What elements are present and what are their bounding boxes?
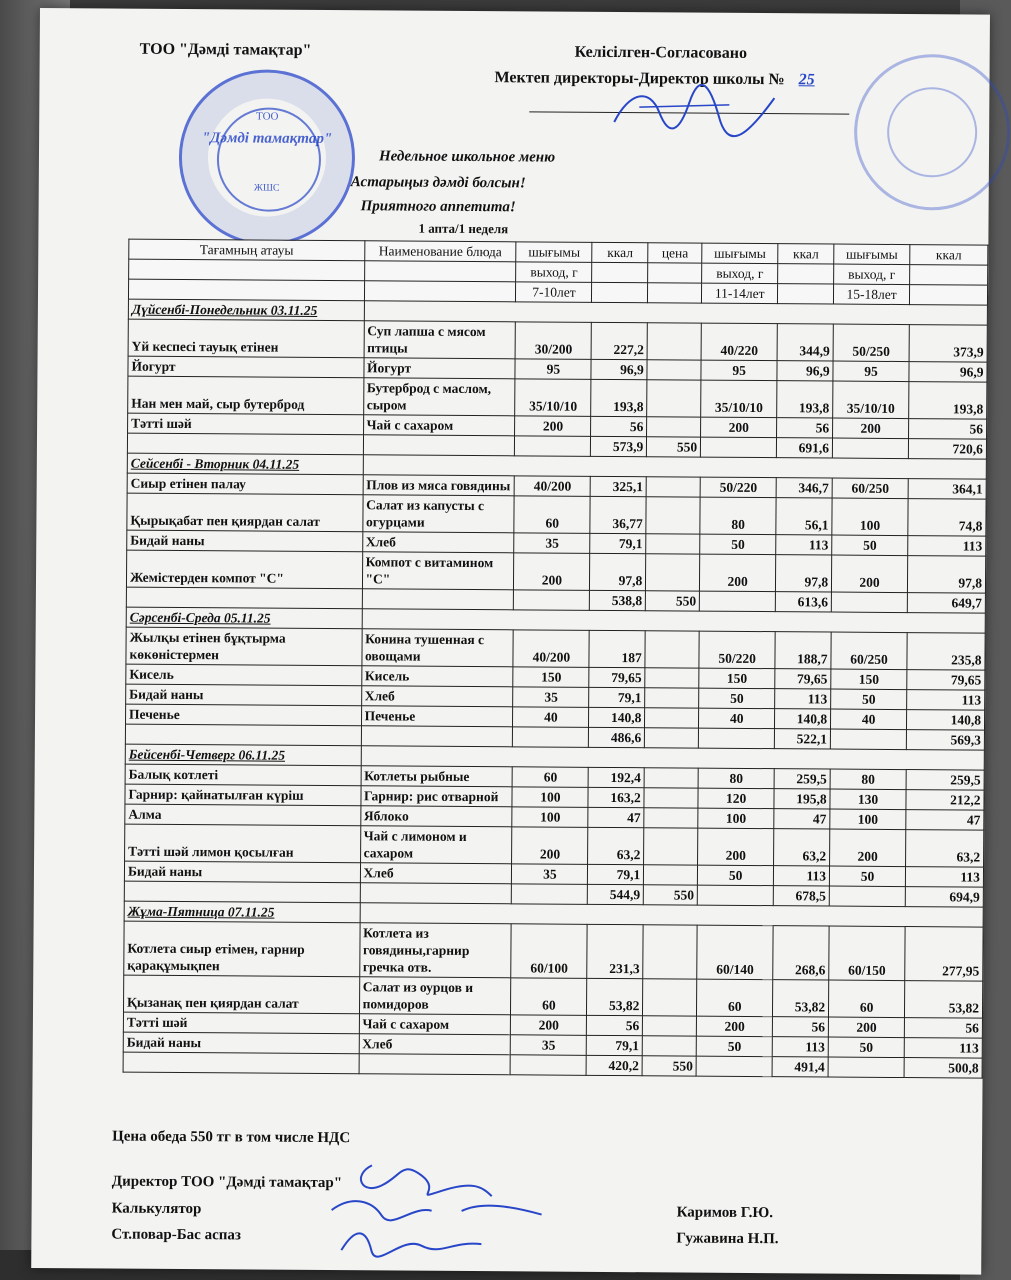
total-cell xyxy=(127,433,363,455)
dish-value: 235,8 xyxy=(907,633,985,671)
dish-value: 35/10/10 xyxy=(515,379,591,417)
day-name: Сейсенбі - Вторник 04.11.25 xyxy=(127,453,363,475)
handwritten-signatures xyxy=(311,1155,572,1262)
dish-value: 96,9 xyxy=(591,359,647,379)
total-cell xyxy=(512,884,588,905)
dish-value: 163,2 xyxy=(588,787,644,807)
dish-value: 60 xyxy=(513,767,589,788)
dish-value xyxy=(645,668,699,688)
dish-value: 36,77 xyxy=(590,496,646,533)
dish-value: 79,65 xyxy=(907,670,985,691)
total-cell: 550 xyxy=(644,885,698,905)
dish-name-ru: Салат из капусты с огурцами xyxy=(362,495,514,533)
total-cell xyxy=(511,1055,587,1076)
dish-value: 200 xyxy=(828,1017,904,1038)
header-cell xyxy=(909,285,987,306)
dish-name-kz: Гарнир: қайнатылған күріш xyxy=(125,784,361,806)
dish-name-kz: Бидай наны xyxy=(126,684,362,706)
dish-value: 277,95 xyxy=(905,927,983,982)
calculator-label: Калькулятор xyxy=(111,1200,202,1218)
dish-row xyxy=(126,550,985,593)
school-number: 25 xyxy=(798,71,815,89)
dish-value: 97,8 xyxy=(590,553,646,590)
dish-row xyxy=(124,921,983,981)
dish-value xyxy=(645,708,699,728)
total-cell: 538,8 xyxy=(590,590,646,610)
header-cell xyxy=(648,263,702,283)
dish-value: 60 xyxy=(514,496,590,534)
dish-value xyxy=(647,323,701,360)
day-name: Бейсенбі-Четверг 06.11.25 xyxy=(125,744,361,766)
dish-name-kz: Бидай наны xyxy=(124,861,360,883)
stamp-company-name: "Дәмді тамақтар" xyxy=(201,130,333,148)
total-cell xyxy=(828,1057,904,1078)
dish-value: 150 xyxy=(513,667,589,688)
dish-value: 227,2 xyxy=(591,322,647,359)
dish-value: 56 xyxy=(591,416,647,436)
dish-value: 212,2 xyxy=(906,790,984,811)
dish-value: 60 xyxy=(511,978,587,1016)
total-cell: 550 xyxy=(642,1056,696,1076)
dish-value xyxy=(644,828,698,865)
dish-value: 47 xyxy=(774,809,830,829)
dish-value: 80 xyxy=(830,769,906,790)
dish-value: 140,8 xyxy=(775,709,831,729)
dish-value xyxy=(646,534,700,554)
dish-value: 50 xyxy=(829,866,905,887)
total-cell: 649,7 xyxy=(907,593,985,614)
dish-value: 97,8 xyxy=(907,556,985,594)
total-cell: 694,9 xyxy=(905,887,983,908)
header-cell: 15-18лет xyxy=(834,284,910,305)
dish-name-kz: Жылқы етінен бұқтырма көкөністермен xyxy=(126,627,362,666)
dish-value: 200 xyxy=(698,828,774,866)
dish-name-kz: Тәтті шәй лимон қосылған xyxy=(125,824,361,863)
dish-value: 346,7 xyxy=(776,478,832,498)
dish-value: 50 xyxy=(831,689,907,710)
dish-value: 56 xyxy=(587,1015,643,1035)
chef-label: Ст.повар-Бас аспаз xyxy=(111,1226,241,1244)
dish-value: 200 xyxy=(701,417,777,438)
company-stamp xyxy=(178,69,355,246)
dish-value: 40/200 xyxy=(515,476,591,497)
dish-value: 56 xyxy=(777,418,833,438)
dish-value: 50 xyxy=(832,535,908,556)
dish-value: 325,1 xyxy=(590,476,646,496)
dish-row xyxy=(126,627,985,670)
header-cell: ккал xyxy=(778,244,834,264)
dish-value: 60/100 xyxy=(511,924,587,979)
dish-value: 113 xyxy=(904,1038,982,1059)
total-cell xyxy=(125,724,361,746)
dish-name-ru: Печенье xyxy=(361,706,513,727)
dish-value: 200 xyxy=(514,553,590,591)
dish-row xyxy=(128,376,987,419)
price-note: Цена обеда 550 тг в том числе НДС xyxy=(112,1128,351,1147)
dish-value: 150 xyxy=(699,668,775,689)
dish-value: 53,82 xyxy=(773,980,829,1017)
dish-name-kz: Бидай наны xyxy=(123,1032,359,1054)
dish-value: 80 xyxy=(700,497,776,535)
dish-value: 193,8 xyxy=(777,381,833,418)
dish-value: 113 xyxy=(776,535,832,555)
total-cell xyxy=(830,729,906,750)
dish-value: 56 xyxy=(904,1018,982,1039)
dish-value: 192,4 xyxy=(588,767,644,787)
dish-value: 53,82 xyxy=(587,978,643,1015)
dish-name-ru: Салат из оурцов и помидоров xyxy=(359,977,511,1015)
total-cell xyxy=(699,728,775,749)
dish-value: 96,9 xyxy=(909,362,987,383)
header-cell: шығымы xyxy=(834,244,910,265)
dish-value: 50 xyxy=(696,1036,772,1057)
dish-value: 50 xyxy=(828,1037,904,1058)
total-cell xyxy=(363,435,515,456)
dish-name-ru: Суп лапша с мясом птицы xyxy=(364,321,516,359)
title-line-2: Астарыңыз дәмді болсын! xyxy=(350,174,526,192)
dish-value xyxy=(644,768,698,788)
dish-name-kz: Тәтті шәй xyxy=(128,413,364,435)
dish-value: 53,82 xyxy=(905,981,983,1019)
total-cell: 691,6 xyxy=(777,438,833,458)
dish-value xyxy=(646,554,700,591)
dish-value: 200 xyxy=(512,827,588,865)
dish-name-kz: Қызанақ пен қиярдан салат xyxy=(123,975,359,1014)
dish-name-ru: Компот с витамином "С" xyxy=(362,552,514,590)
total-cell: 500,8 xyxy=(904,1058,982,1079)
total-cell xyxy=(831,592,907,613)
approval-label: Мектеп директоры-Директор школы № xyxy=(494,69,785,89)
dish-value: 40/200 xyxy=(513,630,589,668)
dish-value: 259,5 xyxy=(774,769,830,789)
dish-value xyxy=(645,688,699,708)
dish-name-ru: Кисель xyxy=(361,666,513,687)
dish-value: 97,8 xyxy=(776,555,832,592)
school-stamp xyxy=(854,54,1011,211)
dish-name-ru: Хлеб xyxy=(360,863,512,884)
dish-name-ru: Хлеб xyxy=(359,1034,511,1055)
header-cell: шығымы xyxy=(516,242,592,263)
dish-value: 50/220 xyxy=(700,477,776,498)
header-cell: Тағамның атауы xyxy=(129,239,365,261)
total-cell: 613,6 xyxy=(775,592,831,612)
menu-table xyxy=(123,239,989,1079)
dish-value: 40/220 xyxy=(701,323,777,361)
dish-value: 113 xyxy=(775,689,831,709)
dish-name-kz: Балық котлеті xyxy=(125,764,361,786)
dish-value: 193,8 xyxy=(909,382,987,420)
dish-value: 63,2 xyxy=(906,830,984,868)
dish-value: 35/10/10 xyxy=(833,381,909,419)
day-name: Дүйсенбі-Понедельник 03.11.25 xyxy=(128,299,364,321)
dish-name-kz: Кисель xyxy=(126,664,362,686)
dish-value: 40 xyxy=(513,707,589,728)
dish-value: 113 xyxy=(772,1037,828,1057)
dish-value: 200 xyxy=(697,1016,773,1037)
dish-value: 80 xyxy=(698,768,774,789)
dish-value xyxy=(647,360,701,380)
total-cell: 573,9 xyxy=(591,436,647,456)
dish-name-ru: Хлеб xyxy=(362,532,514,553)
dish-value: 364,1 xyxy=(908,479,986,500)
header-cell xyxy=(364,261,516,282)
dish-name-ru: Чай с лимоном и сахаром xyxy=(360,826,512,864)
dish-value xyxy=(644,808,698,828)
total-cell: 544,9 xyxy=(588,884,644,904)
dish-name-kz: Йогурт xyxy=(128,356,364,378)
dish-name-kz: Жемістерден компот "С" xyxy=(126,550,362,589)
header-cell: Наименование блюда xyxy=(364,241,516,262)
dish-value: 79,1 xyxy=(590,533,646,553)
dish-value: 35/10/10 xyxy=(701,380,777,418)
dish-value: 79,65 xyxy=(589,667,645,687)
dish-value: 373,9 xyxy=(909,325,987,363)
total-cell: 550 xyxy=(647,437,701,457)
chef-name: Гужавина Н.П. xyxy=(676,1230,779,1248)
dish-row xyxy=(123,975,982,1018)
dish-value: 200 xyxy=(515,416,591,437)
dish-value xyxy=(643,979,697,1016)
dish-value: 231,3 xyxy=(587,924,643,978)
dish-value: 60/150 xyxy=(829,926,905,981)
day-name: Сәрсенбі-Среда 05.11.25 xyxy=(126,607,362,629)
dish-name-ru: Йогурт xyxy=(363,358,515,379)
dish-value: 50/220 xyxy=(699,631,775,669)
total-cell xyxy=(701,437,777,458)
dish-value: 344,9 xyxy=(777,324,833,361)
dish-value: 60 xyxy=(697,979,773,1017)
dish-value: 50 xyxy=(699,688,775,709)
calculator-name: Каримов Г.Ю. xyxy=(676,1204,774,1222)
dish-value: 95 xyxy=(833,361,909,382)
dish-value xyxy=(647,417,701,437)
dish-value: 56 xyxy=(909,419,987,440)
dish-value: 200 xyxy=(511,1015,587,1036)
approval-line-1: Келісілген-Согласовано xyxy=(574,43,748,62)
dish-name-kz: Бидай наны xyxy=(127,530,363,552)
dish-value: 60/140 xyxy=(697,925,773,980)
total-cell: 486,6 xyxy=(589,727,645,747)
header-cell: выход, г xyxy=(834,264,910,285)
dish-value: 50 xyxy=(700,534,776,555)
dish-value: 63,2 xyxy=(774,829,830,866)
header-cell xyxy=(778,284,834,304)
dish-value: 113 xyxy=(774,866,830,886)
dish-value: 56,1 xyxy=(776,498,832,535)
dish-value: 113 xyxy=(907,690,985,711)
total-cell xyxy=(514,590,590,611)
header-cell xyxy=(648,283,702,303)
dish-value: 200 xyxy=(830,829,906,867)
dish-value: 35 xyxy=(513,687,589,708)
dish-value xyxy=(644,865,698,885)
dish-value: 200 xyxy=(832,555,908,593)
dish-value: 79,1 xyxy=(587,1035,643,1055)
header-cell xyxy=(778,264,834,284)
total-cell xyxy=(700,591,776,612)
dish-value: 50 xyxy=(698,865,774,886)
dish-value xyxy=(646,497,700,534)
header-cell xyxy=(364,281,516,302)
dish-value: 40 xyxy=(699,708,775,729)
dish-value: 79,1 xyxy=(588,864,644,884)
header-cell xyxy=(910,265,988,286)
total-cell: 720,6 xyxy=(908,439,986,460)
dish-value: 35 xyxy=(514,533,590,554)
dish-value: 95 xyxy=(515,359,591,380)
company-name: ТОО "Дәмді тамақтар" xyxy=(139,40,312,59)
dish-name-kz: Тәтті шәй xyxy=(123,1012,359,1034)
dish-name-ru: Хлеб xyxy=(361,686,513,707)
dish-row xyxy=(125,824,984,867)
total-cell xyxy=(359,1054,511,1075)
dish-row xyxy=(127,493,986,536)
total-cell: 678,5 xyxy=(773,886,829,906)
dish-value: 130 xyxy=(830,789,906,810)
total-cell: 569,3 xyxy=(906,730,984,751)
dish-value: 47 xyxy=(588,807,644,827)
dish-value: 113 xyxy=(905,867,983,888)
dish-name-kz: Үй кеспесі тауық етінен xyxy=(128,319,364,358)
dish-name-kz: Котлета сиыр етімен, гарнир қарақұмықпен xyxy=(124,921,360,977)
dish-value: 259,5 xyxy=(906,770,984,791)
dish-value xyxy=(646,477,700,497)
dish-value: 56 xyxy=(773,1017,829,1037)
dish-value: 140,8 xyxy=(589,707,645,727)
dish-value: 200 xyxy=(700,554,776,592)
title-line-1: Недельное школьное меню xyxy=(378,148,556,166)
dish-name-ru: Конина тушенная с овощами xyxy=(361,629,513,667)
dish-value: 35 xyxy=(512,864,588,885)
dish-value: 100 xyxy=(830,809,906,830)
total-cell xyxy=(697,885,773,906)
total-cell xyxy=(515,436,591,457)
dish-value: 50/250 xyxy=(833,324,909,362)
header-cell: цена xyxy=(648,243,702,263)
total-cell: 550 xyxy=(646,591,700,611)
total-cell xyxy=(124,881,360,903)
dish-value: 188,7 xyxy=(775,632,831,669)
header-cell: ккал xyxy=(592,242,648,262)
total-cell xyxy=(123,1052,359,1074)
header-cell: выход, г xyxy=(702,263,778,284)
dish-value: 100 xyxy=(832,498,908,536)
total-cell xyxy=(513,727,589,748)
total-cell: 522,1 xyxy=(775,729,831,749)
header-cell: шығымы xyxy=(702,243,778,264)
dish-value: 95 xyxy=(701,360,777,381)
dish-value xyxy=(643,1016,697,1036)
dish-value: 47 xyxy=(906,810,984,831)
dish-value xyxy=(643,1036,697,1056)
dish-value: 100 xyxy=(512,787,588,808)
header-cell: выход, г xyxy=(516,262,592,283)
dish-name-kz: Печенье xyxy=(126,704,362,726)
dish-value: 60/250 xyxy=(832,478,908,499)
dish-value: 60 xyxy=(829,980,905,1018)
total-cell xyxy=(361,726,513,747)
dish-value: 120 xyxy=(698,788,774,809)
header-cell xyxy=(592,282,648,302)
total-cell xyxy=(126,587,362,609)
dish-value xyxy=(644,788,698,808)
header-cell xyxy=(129,259,365,281)
dish-name-ru: Чай с сахаром xyxy=(359,1014,511,1035)
title-line-3: Приятного аппетита! xyxy=(360,198,516,216)
total-cell xyxy=(829,886,905,907)
dish-value: 96,9 xyxy=(777,361,833,381)
director-label: Директор ТОО "Дәмді тамақтар" xyxy=(111,1173,343,1192)
dish-value: 193,8 xyxy=(591,379,647,416)
menu-document xyxy=(31,8,990,1275)
dish-value: 30/200 xyxy=(515,322,591,360)
header-cell xyxy=(128,279,364,301)
dish-value: 200 xyxy=(833,418,909,439)
total-cell xyxy=(832,438,908,459)
dish-value: 268,6 xyxy=(773,926,829,980)
dish-value: 100 xyxy=(512,807,588,828)
dish-value: 187 xyxy=(589,630,645,667)
stamp-inner-ring xyxy=(217,107,322,212)
total-cell xyxy=(696,1056,772,1077)
dish-value: 35 xyxy=(511,1035,587,1056)
total-cell xyxy=(645,728,699,748)
total-cell xyxy=(360,883,512,904)
header-cell: 7-10лет xyxy=(516,282,592,303)
week-label: 1 апта/1 неделя xyxy=(418,220,509,237)
header-cell: 11-14лет xyxy=(702,283,778,304)
dish-value: 40 xyxy=(831,709,907,730)
dish-value: 150 xyxy=(831,669,907,690)
dish-value: 113 xyxy=(908,536,986,557)
dish-name-kz: Қырықабат пен қиярдан салат xyxy=(127,493,363,532)
dish-value: 100 xyxy=(698,808,774,829)
dish-name-kz: Нан мен май, сыр бутерброд xyxy=(128,376,364,415)
dish-name-ru: Плов из мяса говядины xyxy=(363,475,515,496)
dish-name-ru: Яблоко xyxy=(360,806,512,827)
dish-value: 79,1 xyxy=(589,687,645,707)
dish-value xyxy=(643,925,697,979)
total-cell: 491,4 xyxy=(772,1057,828,1077)
day-name: Жұма-Пятница 07.11.25 xyxy=(124,901,360,923)
dish-name-ru: Котлета из говядины,гарнир гречка отв. xyxy=(359,923,511,978)
dish-name-ru: Чай с сахаром xyxy=(363,415,515,436)
dish-value: 60/250 xyxy=(831,632,907,670)
dish-name-ru: Гарнир: рис отварной xyxy=(361,786,513,807)
stamp-bottom-text: ЖШС xyxy=(253,182,280,194)
dish-name-ru: Котлеты рыбные xyxy=(361,766,513,787)
dish-value: 140,8 xyxy=(907,710,985,731)
director-signature xyxy=(609,82,779,143)
dish-value: 79,65 xyxy=(775,669,831,689)
header-cell: ккал xyxy=(910,245,988,266)
dish-value: 74,8 xyxy=(908,499,986,537)
total-cell xyxy=(362,589,514,610)
dish-value: 195,8 xyxy=(774,789,830,809)
dish-row xyxy=(128,319,987,362)
dish-name-kz: Алма xyxy=(125,804,361,826)
dish-name-kz: Сиыр етінен палау xyxy=(127,473,363,495)
dish-name-ru: Бутерброд с маслом, сыром xyxy=(363,378,515,416)
total-cell: 420,2 xyxy=(586,1055,642,1075)
header-cell xyxy=(592,262,648,282)
dish-value: 63,2 xyxy=(588,827,644,864)
dish-value xyxy=(645,631,699,668)
dish-value xyxy=(647,380,701,417)
stamp-top-text: ТОО xyxy=(255,110,279,123)
